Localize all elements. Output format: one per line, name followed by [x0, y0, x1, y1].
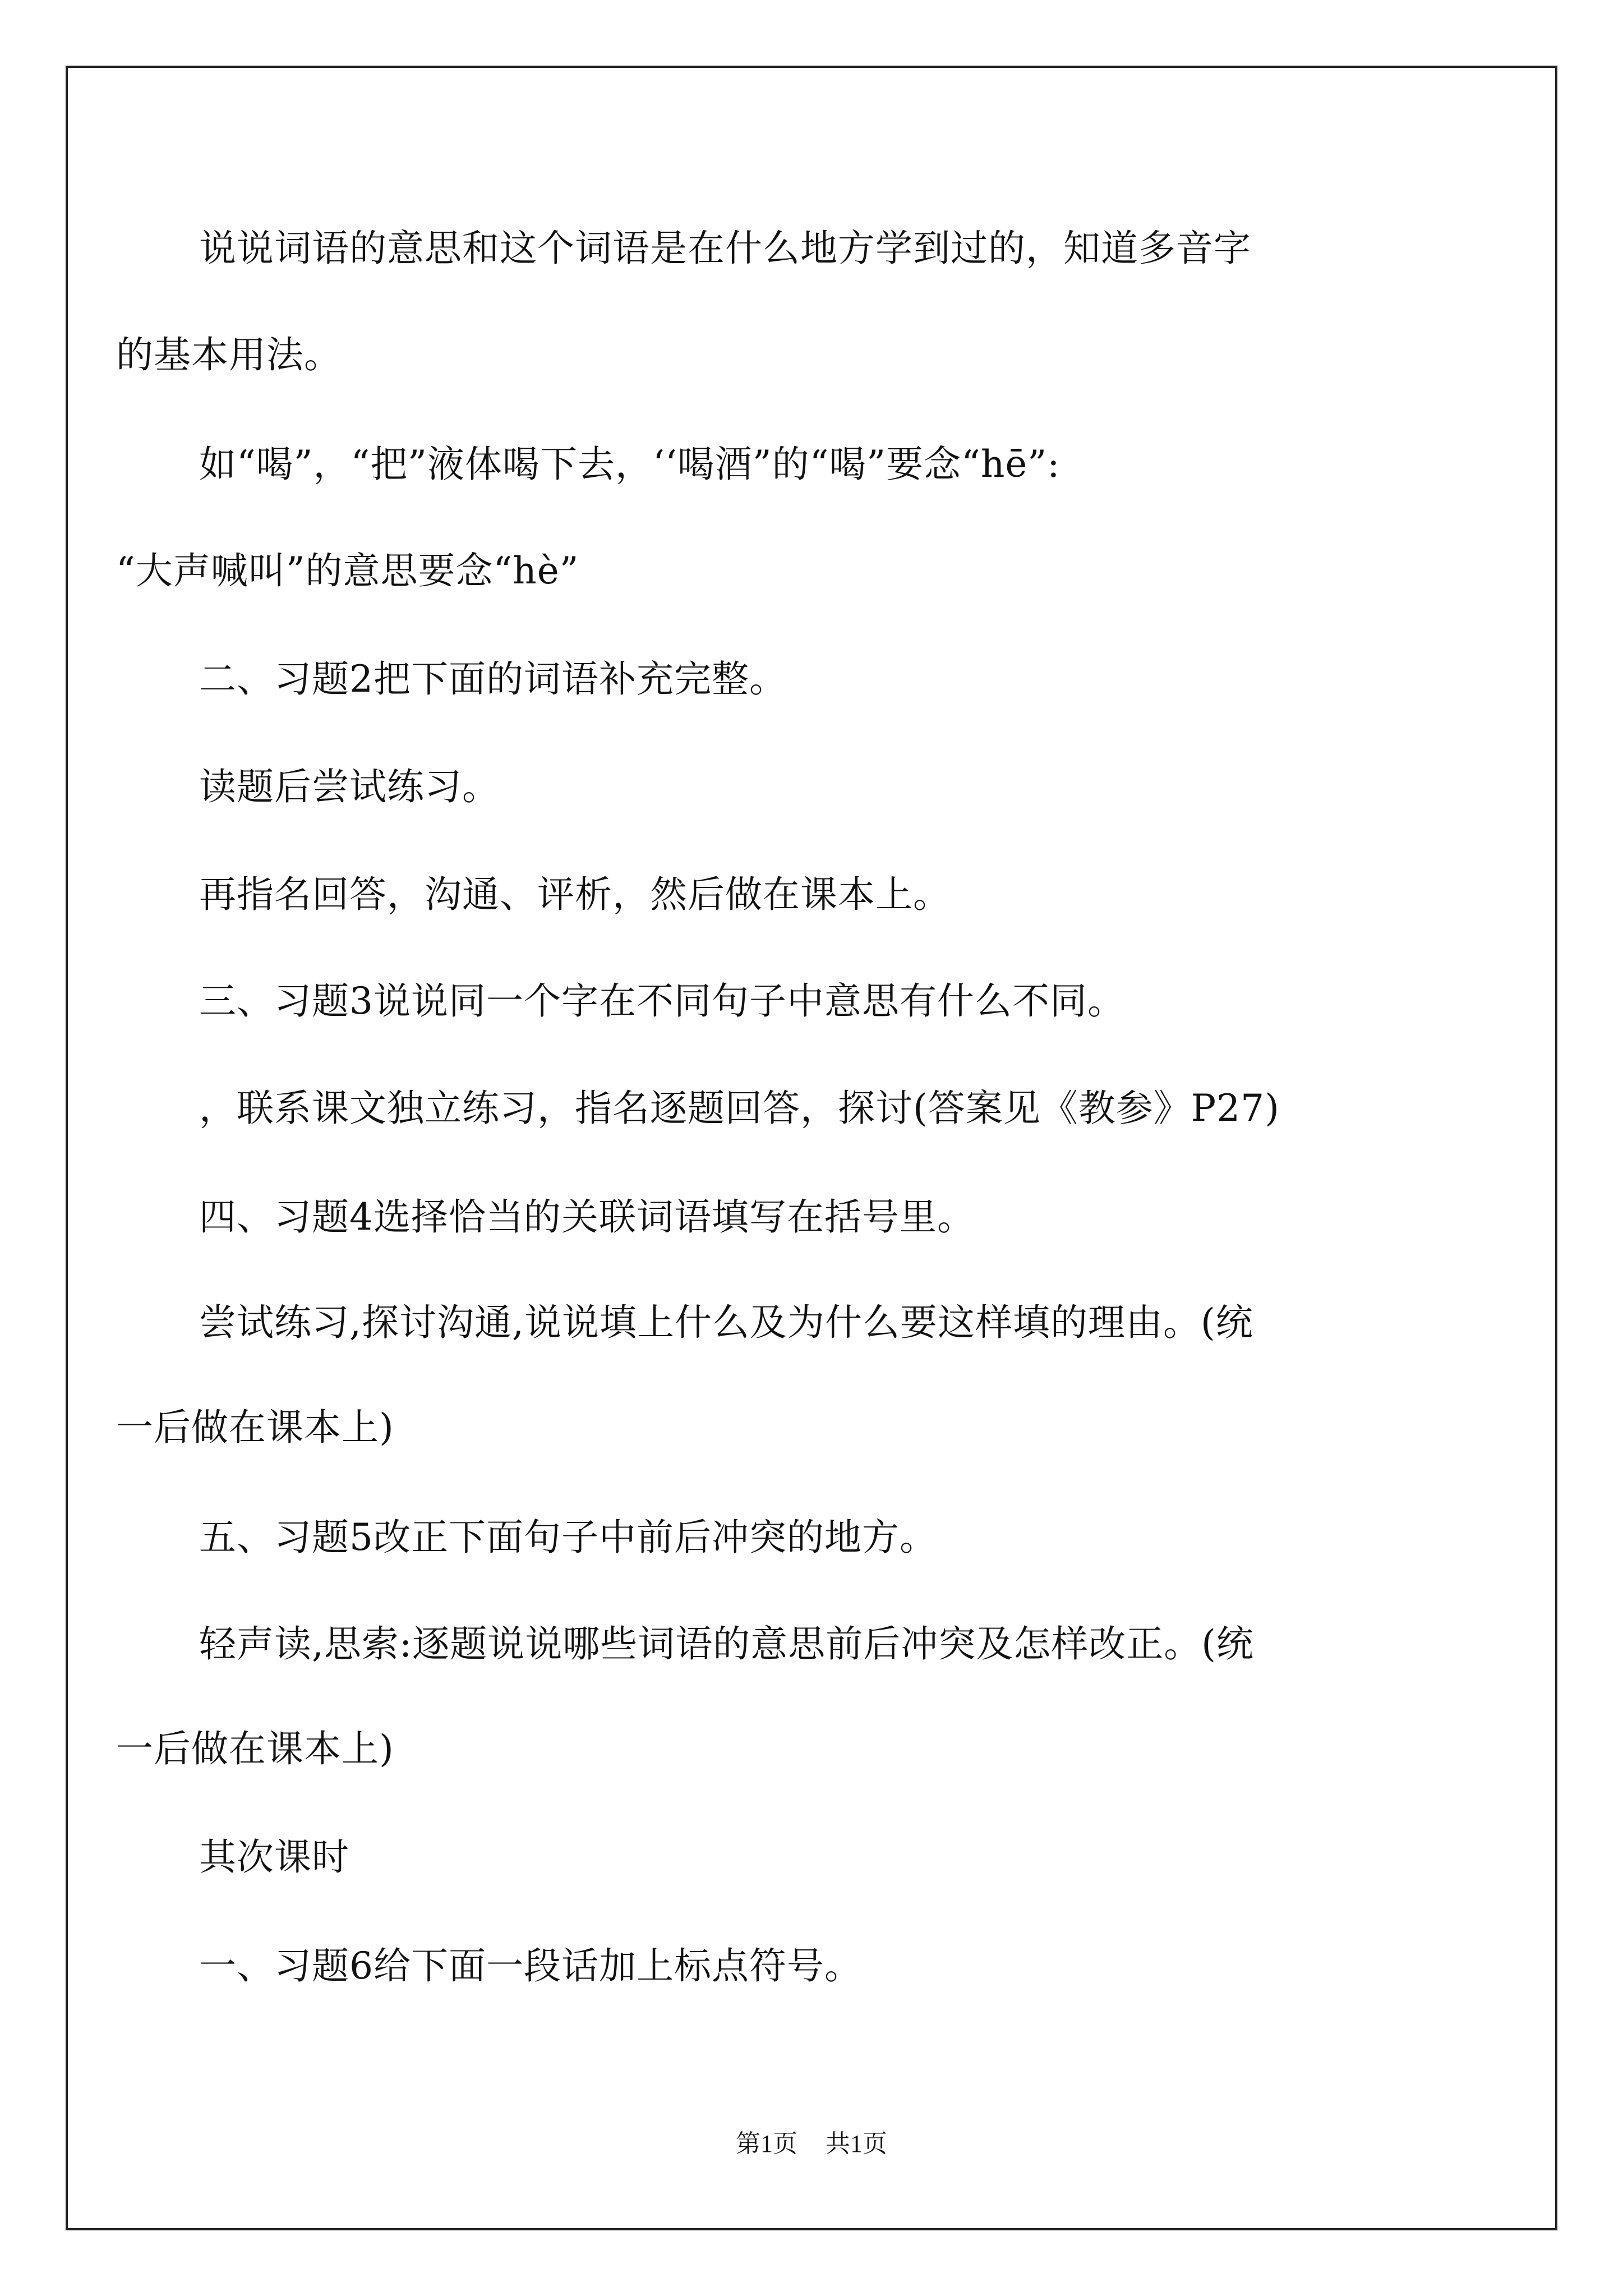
paragraph-line: 三、习题3说说同一个字在不同句子中意思有什么不同。	[199, 979, 1125, 1023]
paragraph-line: 说说词语的意思和这个词语是在什么地方学到过的，知道多音字	[199, 227, 1251, 270]
page-footer	[0, 2132, 1623, 2156]
paragraph-line: 轻声读,思索:逐题说说哪些词语的意思前后冲突及怎样改正。(统	[199, 1622, 1254, 1665]
page-total: 共1页	[826, 2130, 887, 2157]
paragraph-line: 一后做在课本上)	[116, 1406, 394, 1449]
page-border	[66, 66, 1557, 2230]
paragraph-line: 一后做在课本上)	[116, 1727, 394, 1770]
paragraph-line: 读题后尝试练习。	[199, 765, 500, 808]
paragraph-line: 其次课时	[199, 1835, 349, 1879]
page-number: 第1页	[736, 2130, 797, 2157]
paragraph-line: “大声喊叫”的意思要念“hè”	[116, 549, 579, 592]
paragraph-line: 如“喝”，“把”液体喝下去，‘‘喝酒”的“喝”要念“hē”:	[199, 443, 1061, 486]
paragraph-line: 一、习题6给下面一段话加上标点符号。	[199, 1944, 862, 1987]
paragraph-line: 五、习题5改正下面句子中前后冲突的地方。	[199, 1516, 937, 1559]
paragraph-line: 二、习题2把下面的词语补充完整。	[199, 657, 787, 701]
paragraph-line: ，联系课文独立练习，指名逐题回答，探讨(答案见《教参》P27)	[199, 1087, 1280, 1130]
paragraph-line: 再指名回答，沟通、评析，然后做在课本上。	[199, 873, 951, 916]
paragraph-line: 四、习题4选择恰当的关联词语填写在括号里。	[199, 1195, 975, 1239]
paragraph-line: 的基本用法。	[116, 333, 342, 376]
paragraph-line: 尝试练习,探讨沟通,说说填上什么及为什么要这样填的理由。(统	[199, 1301, 1253, 1344]
